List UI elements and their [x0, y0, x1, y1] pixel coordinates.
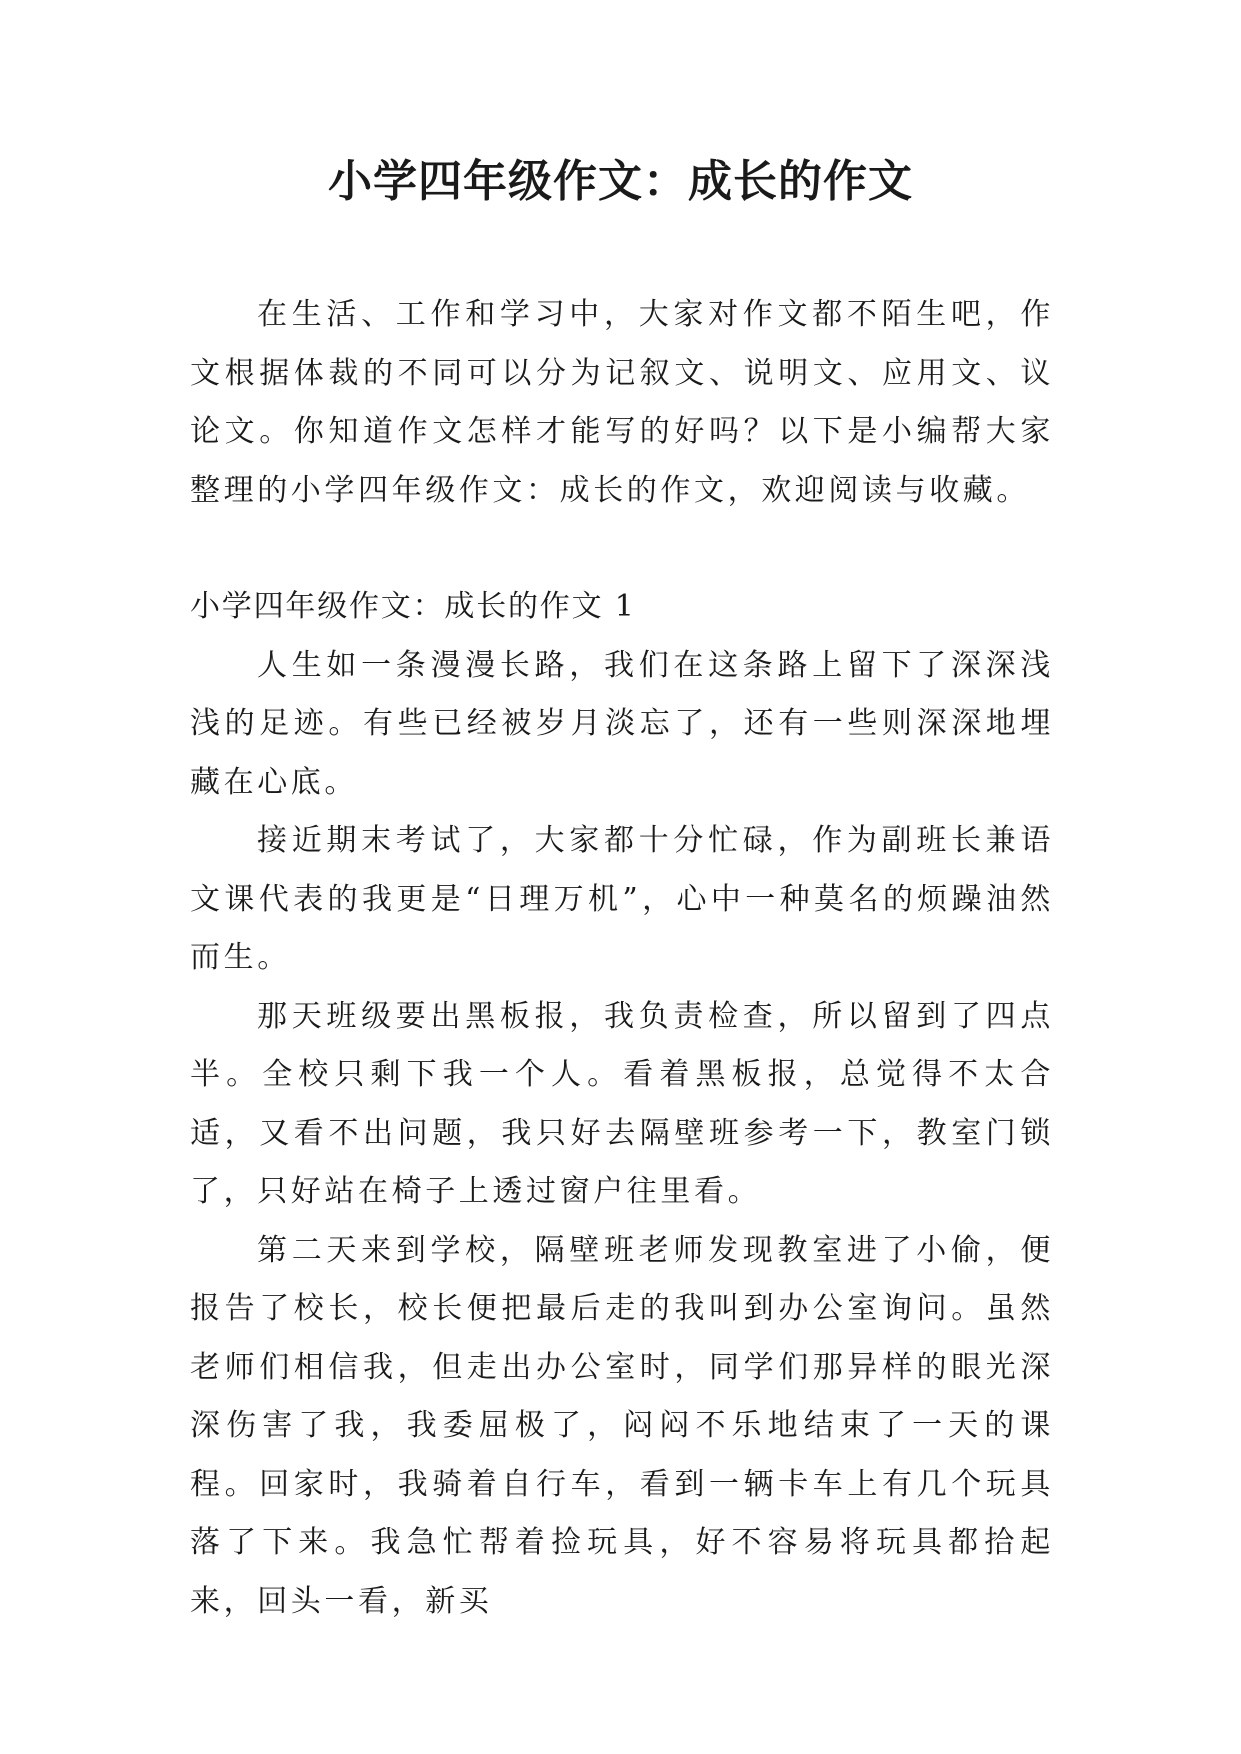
intro-paragraph: 在生活、工作和学习中，大家对作文都不陌生吧，作文根据体裁的不同可以分为记叙文、说明文、应用文、议论文。你知道作文怎样才能写的好吗？以下是小编帮大家整理的小学四年级作文：成长的作文，欢迎阅读与收藏。 — [190, 297, 1054, 508]
document-title: 小学四年级作文：成长的作文 — [328, 156, 913, 207]
body-paragraph: 接近期末考试了，大家都十分忙碌，作为副班长兼语文课代表的我更是“日理万机”，心中一种莫名的烦躁油然而生。 — [190, 823, 1054, 975]
section-heading: 小学四年级作文：成长的作文 1 — [190, 589, 636, 624]
document-body — [190, 286, 1054, 1631]
body-paragraph: 人生如一条漫漫长路，我们在这条路上留下了深深浅浅的足迹。有些已经被岁月淡忘了，还有一些则深深地埋藏在心底。 — [190, 647, 1054, 800]
body-paragraph: 那天班级要出黑板报，我负责检查，所以留到了四点半。全校只剩下我一个人。看着黑板报，总觉得不太合适，又看不出问题，我只好去隔壁班参考一下，教室门锁了，只好站在椅子上透过窗户往里看。 — [190, 998, 1054, 1209]
body-paragraph: 第二天来到学校，隔壁班老师发现教室进了小偷，便报告了校长，校长便把最后走的我叫到办公室询问。虽然老师们相信我，但走出办公室时，同学们那异样的眼光深深伤害了我，我委屈极了，闷闷不乐地结束了一天的课程。回家时，我骑着自行车，看到一辆卡车上有几个玩具落了下来。我急忙帮着捡玩具，好不容易将玩具都拾起来，回头一看，新买 — [190, 1232, 1054, 1619]
